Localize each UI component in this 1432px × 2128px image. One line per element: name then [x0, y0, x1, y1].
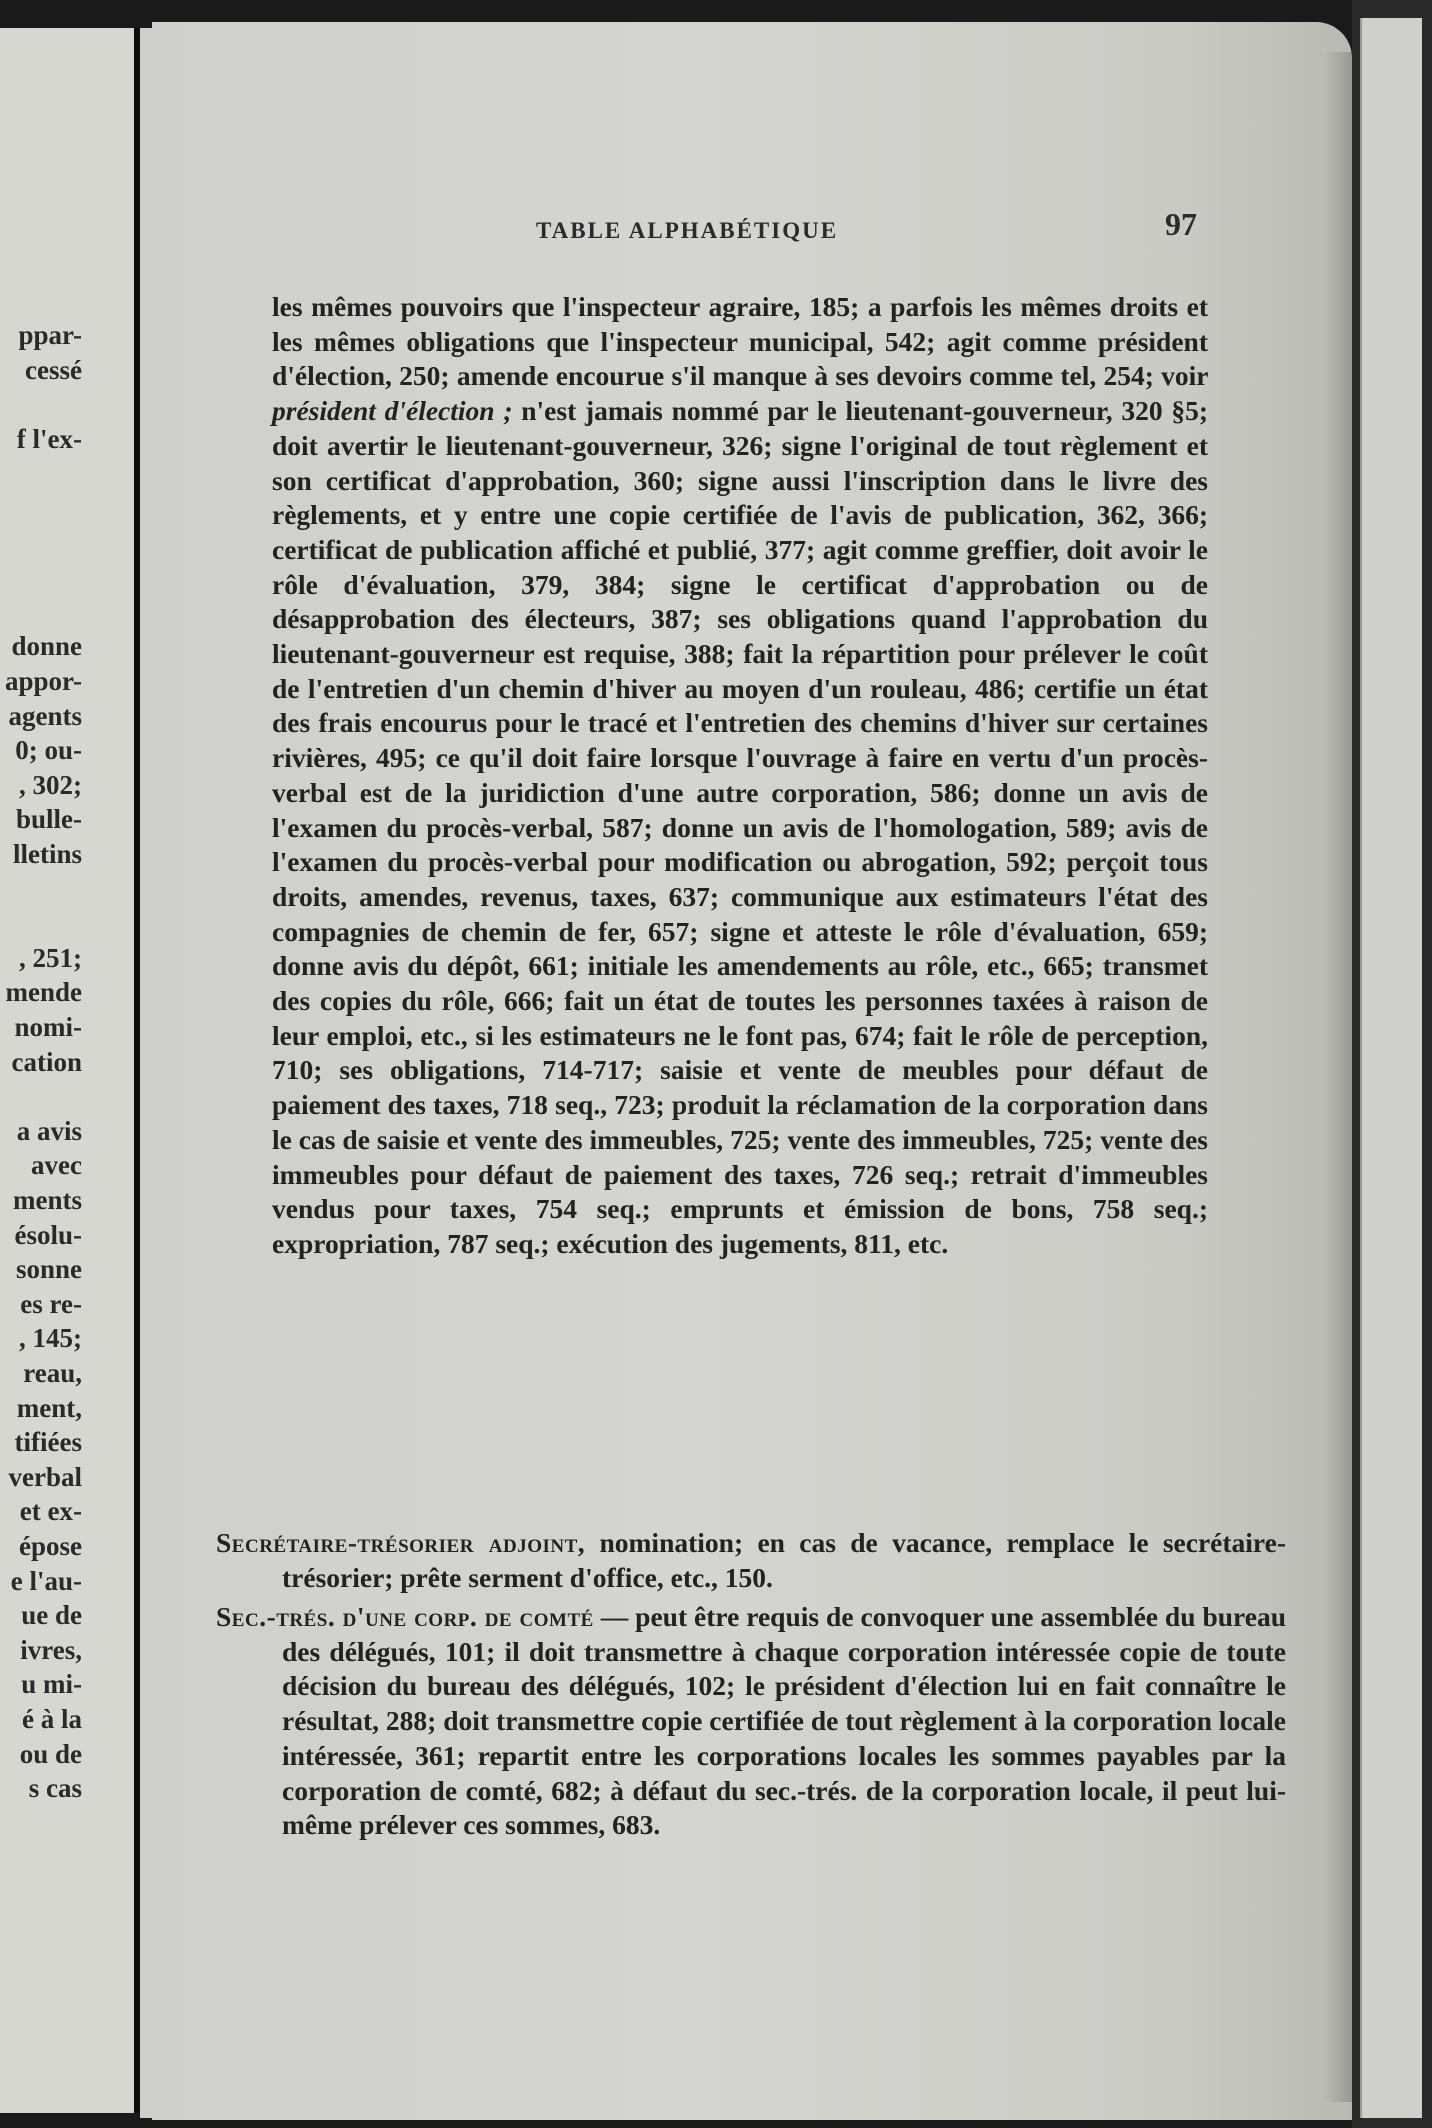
left-page-text-fragment: cation [11, 1046, 82, 1077]
cover-board [1360, 18, 1422, 2118]
previous-page-fragment [0, 28, 140, 2113]
left-page-text-fragment: lletins [12, 839, 82, 869]
left-page-text-fragment: appor- [4, 666, 82, 696]
index-entry-continuation [272, 290, 1208, 1262]
left-page-text-fragment: avec [31, 1150, 82, 1181]
left-page-text-fragment: sonne [15, 1254, 82, 1285]
left-page-text-fragment: ment, [16, 1392, 82, 1423]
book-cover-edge [1352, 0, 1432, 2128]
page-number: 97 [1165, 206, 1197, 242]
left-page-text-fragment: cessé [25, 354, 82, 385]
left-page-text-fragment: é à la [22, 1704, 82, 1734]
left-page-text-fragment: , 145; [19, 1323, 82, 1354]
left-page-text-fragment: tifiées [14, 1427, 82, 1458]
left-page-text-fragment: u mi- [21, 1669, 82, 1700]
left-page-text-fragment: épose [19, 1531, 82, 1561]
left-page-text-fragment: ou de [19, 1738, 82, 1769]
left-page-text-fragment: s cas [28, 1773, 82, 1804]
left-page-text-fragment: donne [11, 631, 82, 662]
left-page-text-fragment: , 251; [19, 942, 82, 973]
left-page-text-fragment: bulle- [15, 804, 82, 835]
left-page-text-fragment: ments [13, 1185, 82, 1215]
left-page-text-fragment: , 302; [19, 769, 82, 800]
index-entry-adjoint [216, 1526, 1286, 1595]
page-shadow [1324, 52, 1352, 2102]
continuation-text-rest: n'est jamais nommé par le lieutenant-gouverneur, 320 §5; doit avertir le lieutenant-gouverneur, 326; signe l'original de tout règlement et son certificat d'approbation, 360; signe aussi l'inscription dans le livre des règlements, et y entre une copie certifiée de l'avis de publication, 362, 366; certificat de publication affiché et publié, 377; agit comme greffier, doit avoir le rôle d'évaluation, 379, 384; signe le certificat d'approbation ou de désapprobation des électeurs, 387; ses obligations quand l'approbation du lieutenant-gouverneur est requise, 388; fait la répartition pour prélever le coût de l'entretien d'un chemin d'hiver au moyen d'un rouleau, 486; certifie un état des frais encourus pour le tracé et l'entretien des chemins d'hiver sur certaines rivières, 495; ce qu'il doit faire lorsque l'ouvrage à faire en vertu d'un procès-verbal est de la juridiction d'une autre corporation, 586; donne un avis de l'examen du procès-verbal, 587; donne un avis de l'homologation, 589; avis de l'examen du procès-verbal pour modification ou abrogation, 592; perçoit tous droits, amendes, revenus, taxes, 637; communique aux estimateurs l'état des compagnies de chemin de fer, 657; signe et atteste le rôle d'évaluation, 659; donne avis du dépôt, 661; initiale les amendements au rôle, etc., 665; transmet des copies du rôle, 666; fait un état de toutes les personnes taxées à raison de leur emploi, etc., si les estimateurs ne le font pas, 674; fait le rôle de perception, 710; ses obligations, 714-717; saisie et vente de meubles pour défaut de paiement des taxes, 718 seq., 723; produit la réclamation de la corporation dans le cas de saisie et vente des immeubles, 725; vente des immeubles, 725; vente des immeubles pour défaut de paiement des taxes, 726 seq.; retrait d'immeubles vendus pour taxes, 754 seq.; emprunts et émission de bons, 758 seq.; expropriation, 787 seq.; exécution des jugements, 811, etc. [272, 395, 1208, 1259]
entry-text: — peut être requis de convoquer une assemblée du bureau des délégués, 101; il doit transmettre à chaque corporation intéressée copie de toute décision du bureau des délégués, 102; le président d'élection lui en fait connaître le résultat, 288; doit transmettre copie certifiée de tout règlement à la corporation locale intéressée, 361; repartit entre les corporations locales les sommes payables par la corporation de comté, 682; à défaut du sec.-trés. de la corporation locale, il peut lui-même prélever ces sommes, 683. [282, 1601, 1286, 1841]
left-page-text-fragment: ue de [21, 1600, 82, 1631]
left-page-text-fragment: agents [8, 700, 82, 731]
index-entry-comte [216, 1600, 1286, 1843]
left-page-text-fragment: es re- [20, 1288, 82, 1319]
left-page-text-fragment: a avis [16, 1115, 82, 1146]
continuation-text: les mêmes pouvoirs que l'inspecteur agraire, 185; a parfois les mêmes droits et les mêmes obligations que l'inspecteur municipal, 542; agit comme président d'élection, 250; amende encourue s'il manque à ses devoirs comme tel, 254; voir [272, 291, 1208, 392]
left-page-text-fragment: 0; ou- [15, 735, 82, 766]
left-page-text-fragment: et ex- [19, 1496, 82, 1527]
left-page-text-fragment: mende [5, 977, 82, 1008]
left-page-text-fragment: reau, [23, 1358, 82, 1388]
entry-heading: Secrétaire-trésorier adjoint, [216, 1527, 586, 1558]
left-page-text-fragment: ppar- [18, 320, 82, 350]
left-page-text-fragment: ésolu- [14, 1219, 82, 1250]
left-page-text-fragment: verbal [8, 1461, 82, 1492]
left-page-text-fragment: f l'ex- [16, 423, 82, 454]
left-page-text-fragment: ivres, [20, 1634, 82, 1665]
left-page-text-fragment: e l'au- [10, 1565, 82, 1596]
left-page-text-fragment: nomi- [14, 1012, 82, 1042]
running-header: TABLE ALPHABÉTIQUE [536, 218, 839, 243]
entry-heading: Sec.-trés. d'une corp. de comté [216, 1601, 594, 1632]
cross-reference: président d'élection ; [272, 395, 513, 427]
entry-text: nomination; en cas de vacance, remplace le secrétaire-trésorier; prête serment d'office, etc., 150. [282, 1527, 1286, 1593]
